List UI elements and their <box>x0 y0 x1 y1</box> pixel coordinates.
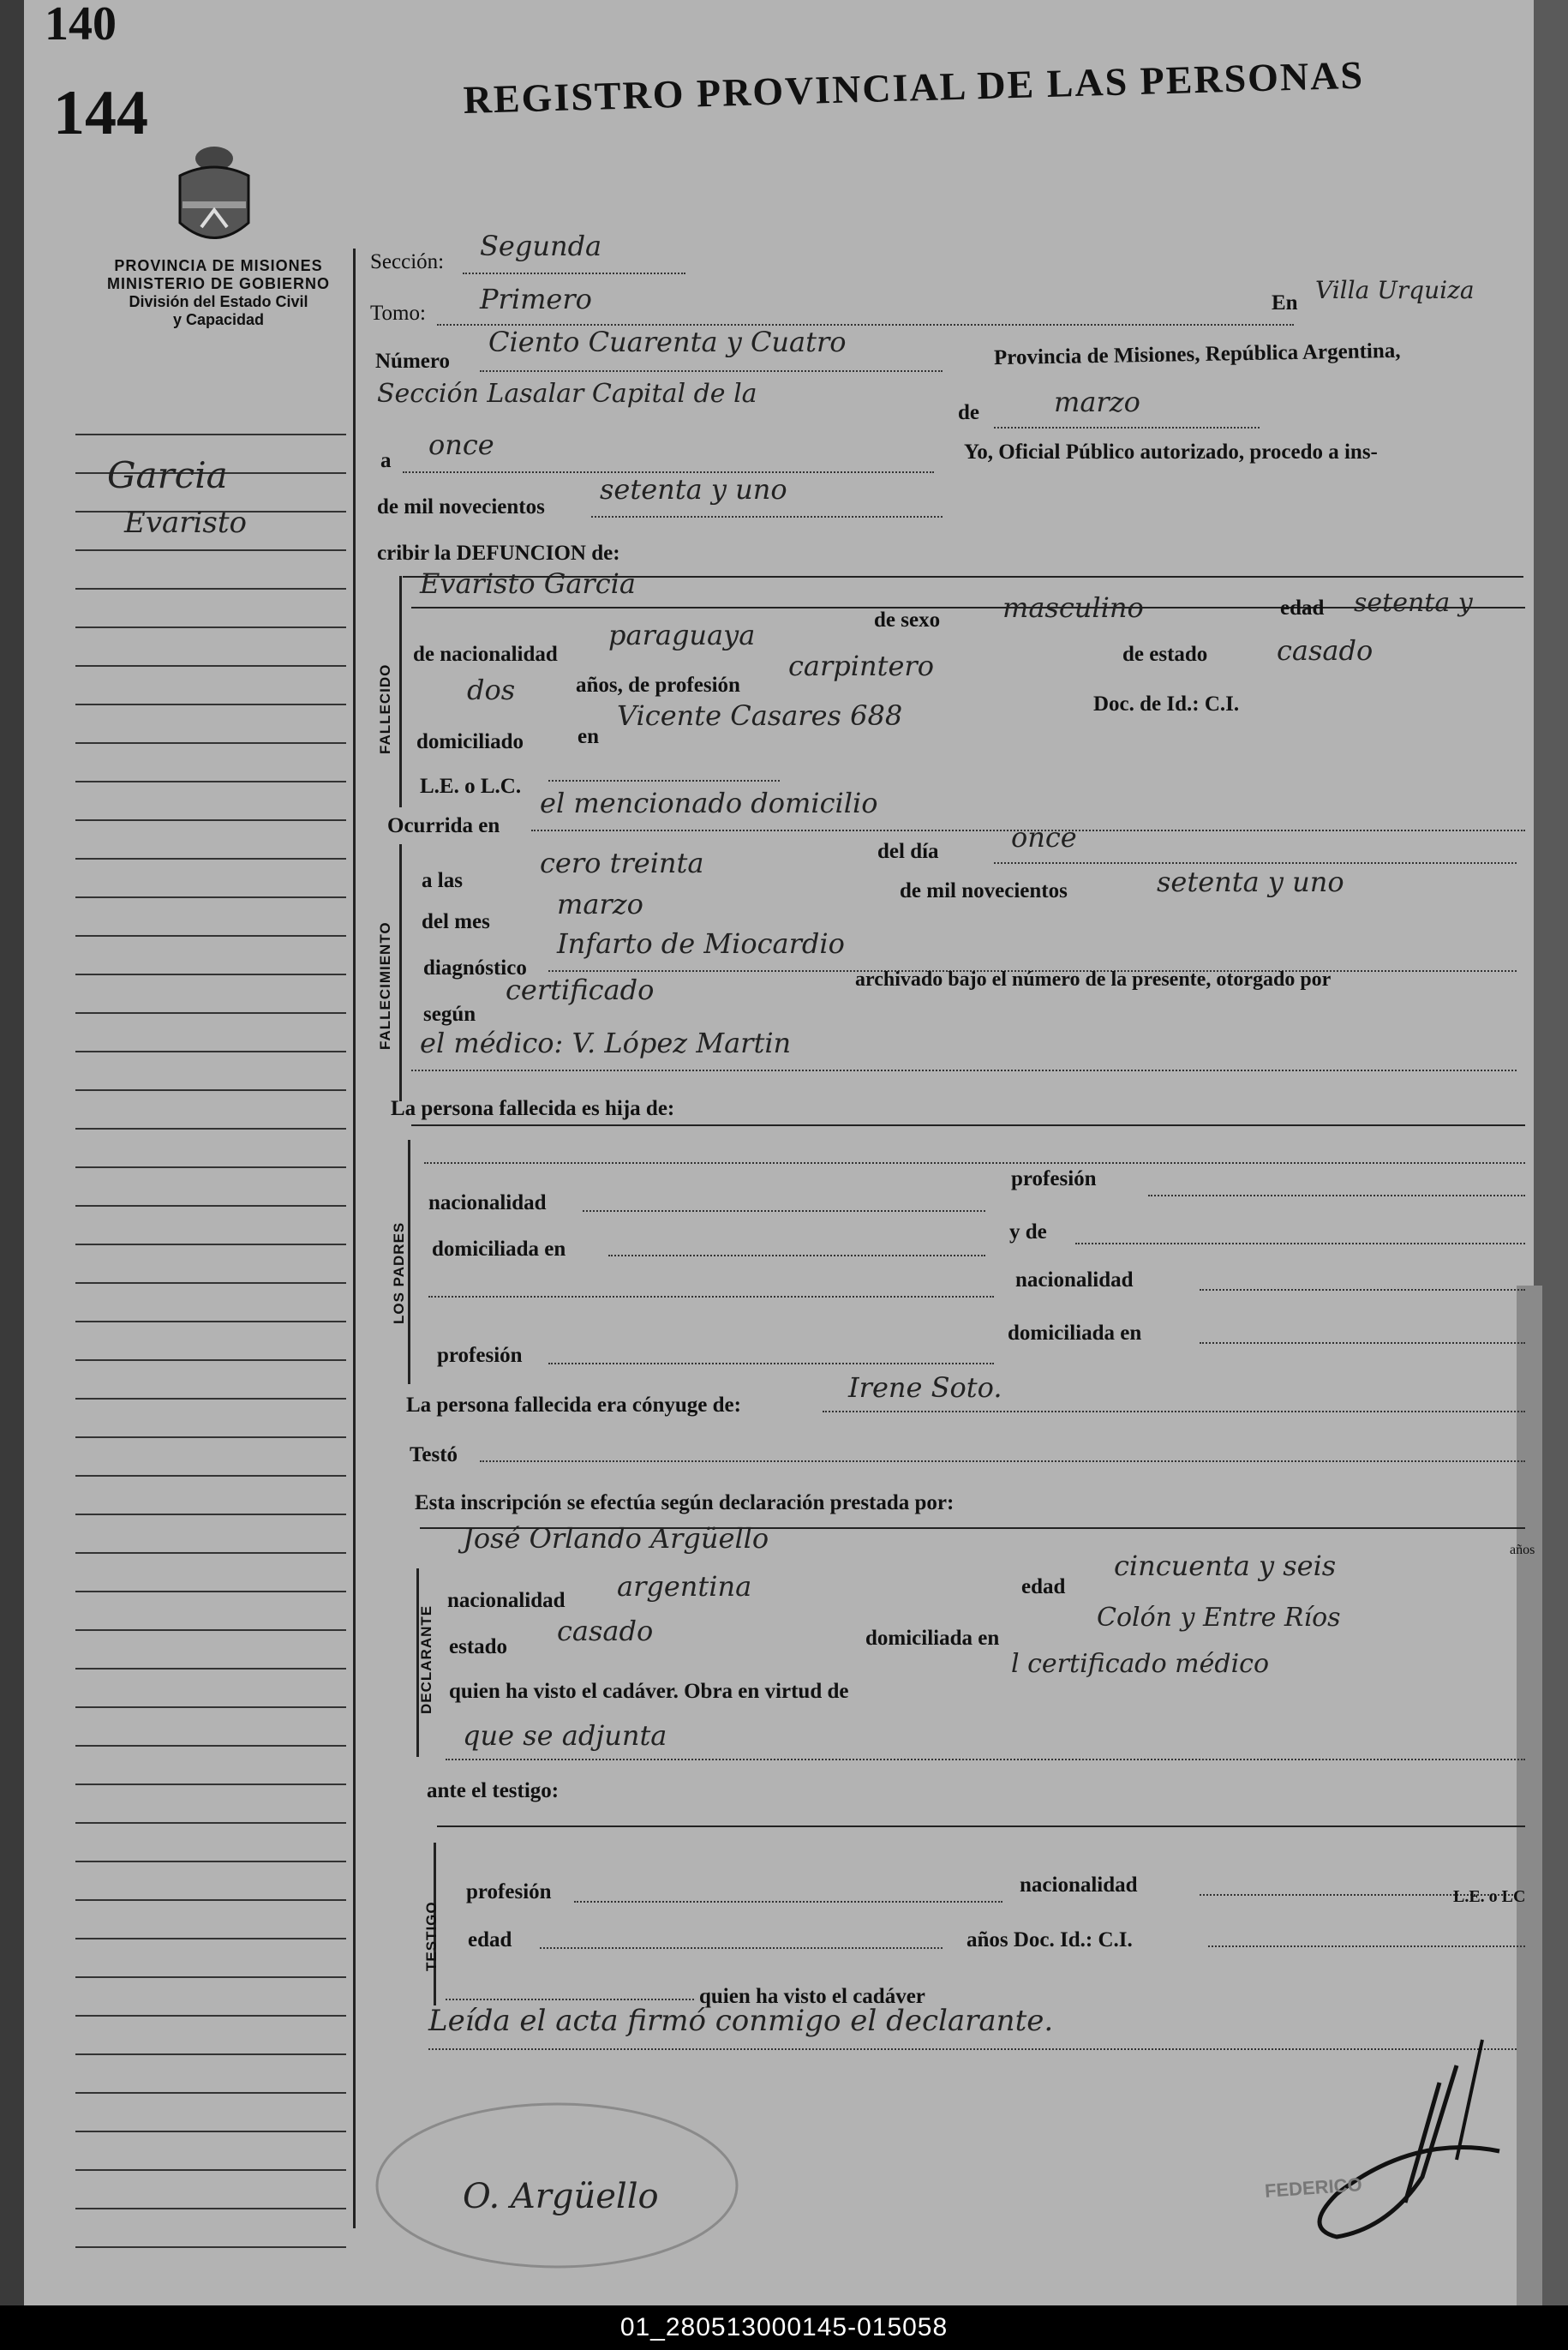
seccion-value: Segunda <box>480 230 602 262</box>
ledger-rule <box>75 1629 346 1631</box>
dia-label: del día <box>877 840 939 863</box>
official-signature-icon <box>1285 2031 1542 2263</box>
hija-label: La persona fallecida es hija de: <box>391 1097 675 1120</box>
declarante-anos-tag: años <box>1510 1543 1535 1557</box>
ledger-rule <box>75 2208 346 2209</box>
ledger-rule <box>75 2169 346 2171</box>
ledger-rule <box>75 1359 346 1361</box>
padres-side-label: LOS PADRES <box>391 1221 407 1324</box>
numero-value: Ciento Cuarenta y Cuatro <box>488 326 847 358</box>
seccion-line <box>463 273 685 274</box>
domiciliado-en-label: en <box>578 725 599 748</box>
page-title: REGISTRO PROVINCIAL DE LAS PERSONAS <box>463 52 1365 122</box>
padre-prof-label: profesión <box>1011 1167 1097 1190</box>
edad-value: setenta y <box>1354 588 1473 618</box>
madre-nac-label: nacionalidad <box>1015 1268 1134 1292</box>
a-label: a <box>380 449 392 472</box>
ledger-rule <box>75 1783 346 1785</box>
padres-bracket <box>408 1140 410 1384</box>
padre-nac-line <box>583 1210 985 1212</box>
declarante-estado-label: estado <box>449 1635 508 1658</box>
declarante-edad-label: edad <box>1021 1575 1066 1598</box>
padre-prof-line <box>1148 1195 1525 1196</box>
ledger-rule <box>75 549 346 551</box>
medico-value: el médico: V. López Martin <box>420 1027 792 1059</box>
conyuge-value: Irene Soto. <box>848 1371 1002 1404</box>
testigo-visto-label: quien ha visto el cadáver <box>699 1985 925 2008</box>
ledger-rule <box>75 2053 346 2055</box>
madre-prof-line <box>548 1363 994 1364</box>
testigo-doc-line <box>1208 1945 1525 1947</box>
fallecido-nac-label: de nacionalidad <box>413 643 558 666</box>
dia-value: once <box>1011 821 1077 854</box>
ledger-rule <box>75 1012 346 1014</box>
agency-block <box>81 257 356 329</box>
diagnostico-label: diagnóstico <box>423 956 527 980</box>
profesion-value: carpintero <box>788 650 934 682</box>
padre-extra-line <box>428 1296 994 1298</box>
testigo-prof-line <box>574 1901 1002 1903</box>
ledger-rule <box>75 704 346 705</box>
madre-domic-label: domiciliada en <box>1008 1322 1142 1345</box>
official-stamp: FEDERICO <box>1264 2173 1363 2202</box>
doc-id-label: Doc. de Id.: C.I. <box>1093 692 1240 716</box>
alas-label: a las <box>422 869 463 892</box>
defuncion-label: DEFUNCION <box>456 542 586 565</box>
testigo-doc-label: años Doc. Id.: C.I. <box>967 1928 1133 1951</box>
ledger-rule <box>75 819 346 821</box>
edad2-value: dos <box>467 674 516 706</box>
declarante-side-label: DECLARANTE <box>418 1604 434 1714</box>
ledger-rule <box>75 935 346 937</box>
medico-line <box>411 1070 1517 1071</box>
ledger-rule <box>75 1051 346 1052</box>
testigo-edad-label: edad <box>468 1928 512 1951</box>
ledger-rule <box>75 742 346 744</box>
madre-nombre-line <box>1075 1243 1525 1244</box>
ledger-rule <box>75 1706 346 1708</box>
ledger-rule <box>75 1861 346 1862</box>
sexo-label: de sexo <box>874 608 941 632</box>
old-folio-number: 140 <box>45 0 117 51</box>
coat-of-arms-icon <box>167 141 261 261</box>
padre-domic-line <box>608 1255 985 1256</box>
testigo-edad-line <box>540 1947 943 1949</box>
fallecimiento-mil-label: de mil novecientos <box>900 879 1068 902</box>
seccion2-value: Sección Lasalar Capital de la <box>377 379 757 409</box>
ledger-rule <box>75 1514 346 1515</box>
form-border-left <box>353 249 356 2228</box>
ledger-rule <box>75 626 346 628</box>
testigo-ante-label: ante el testigo: <box>427 1779 560 1802</box>
declarante-visto-label: quien ha visto el cadáver. Obra en virtud de <box>449 1680 849 1703</box>
madre-prof-label: profesión <box>437 1344 523 1367</box>
declarante-domic-label: domiciliada en <box>865 1627 1000 1650</box>
ocurrida-label: Ocurrida en <box>387 814 500 837</box>
ledger-rule <box>75 1899 346 1901</box>
de-label: de <box>958 401 979 424</box>
padre-nombre-line <box>424 1162 1525 1164</box>
segun-value: certificado <box>506 974 655 1006</box>
ledger-rule <box>75 434 346 435</box>
mil-value: setenta y uno <box>600 473 787 506</box>
margin-given-name: Evaristo <box>124 506 248 540</box>
ledger-rule <box>75 2092 346 2094</box>
madre-nac-line <box>1200 1289 1525 1291</box>
ledger-rule <box>75 2131 346 2132</box>
estado-value: casado <box>1277 634 1373 667</box>
testigo-side-label: TESTIGO <box>423 1901 440 1971</box>
de-mes-value: marzo <box>1054 386 1140 418</box>
testigo-le-label: L.E. o LC <box>1453 1887 1526 1906</box>
declarante-nombre: José Orlando Argüello <box>463 1522 769 1555</box>
ledger-rule <box>75 588 346 590</box>
ledger-rule <box>75 1321 346 1322</box>
inscripcion-text: Esta inscripción se efectúa según declaración prestada por: <box>415 1491 955 1514</box>
image-caption: 01_280513000145-015058 <box>0 2305 1568 2350</box>
de-colon-label: de: <box>591 542 620 565</box>
ledger-rule <box>75 2015 346 2017</box>
numero-line <box>480 370 943 372</box>
domiciliado-label: domiciliado <box>416 730 524 753</box>
dia-line <box>994 862 1517 864</box>
fallecimiento-side-label: FALLECIMIENTO <box>377 921 393 1050</box>
sexo-value: masculino <box>1002 591 1144 624</box>
domiciliado-value: Vicente Casares 688 <box>617 699 903 732</box>
ledger-rule <box>75 1128 346 1130</box>
le-lc-line <box>548 780 780 782</box>
madre-domic-line <box>1200 1342 1525 1344</box>
mes-label: del mes <box>422 910 490 933</box>
anos-profesion-label: años, de profesión <box>576 674 740 697</box>
le-lc-label: L.E. o L.C. <box>420 775 522 798</box>
ledger-rule <box>75 781 346 782</box>
en-value: Villa Urquiza <box>1315 276 1475 304</box>
ledger-rule <box>75 1938 346 1939</box>
round-seal-icon <box>360 2091 754 2280</box>
tomo-value: Primero <box>480 283 592 315</box>
ledger-rule <box>75 1205 346 1207</box>
ledger-rule <box>75 1745 346 1747</box>
conyuge-line <box>823 1411 1525 1412</box>
declarante-estado-value: casado <box>557 1615 654 1647</box>
cribir-label: cribir la <box>377 542 452 565</box>
ledger-rule <box>75 1976 346 1978</box>
ledger-rule <box>75 665 346 667</box>
diagnostico-value: Infarto de Miocardio <box>557 927 845 960</box>
declarante-visto-value: l certificado médico <box>1011 1649 1270 1679</box>
declarante-edad-value: cincuenta y seis <box>1114 1550 1337 1582</box>
declarante-domic-value: Colón y Entre Ríos <box>1097 1603 1341 1633</box>
mil-label: de mil novecientos <box>377 495 545 519</box>
fallecido-side-label: FALLECIDO <box>377 663 393 754</box>
fallecimiento-bracket <box>399 844 402 1101</box>
folio-number: 144 <box>53 78 148 148</box>
ledger-rule <box>75 974 346 975</box>
de-line <box>994 427 1260 429</box>
fallecimiento-mil-value: setenta y uno <box>1157 866 1344 898</box>
edad-label: edad <box>1280 596 1325 620</box>
margin-surname: Garcia <box>107 454 228 496</box>
testigo-nombre-line <box>446 1999 694 2000</box>
fallecido-nac-value: paraguaya <box>608 619 756 651</box>
segun-label: según <box>423 1003 476 1026</box>
fallecido-nombre: Evaristo Garcia <box>420 567 636 600</box>
mil-line <box>591 516 943 518</box>
a-value: once <box>428 429 494 461</box>
yo-text: Yo, Oficial Público autorizado, procedo a ins- <box>964 441 1378 464</box>
cribir-text <box>377 542 620 566</box>
ledger-rule <box>75 1436 346 1438</box>
seccion-label: Sección: <box>370 250 445 273</box>
ledger-rule <box>75 1591 346 1592</box>
agency-line-1: PROVINCIA DE MISIONES <box>114 257 323 274</box>
declarante-nac-label: nacionalidad <box>447 1589 566 1612</box>
ledger-rule <box>75 896 346 898</box>
tomo-label: Tomo: <box>370 302 426 325</box>
testigo-prof-label: profesión <box>466 1880 552 1903</box>
ledger-rule <box>75 2246 346 2248</box>
en-label: En <box>1272 291 1298 315</box>
agency-line-4: y Capacidad <box>172 311 265 328</box>
agency-line-3: División del Estado Civil <box>129 293 308 310</box>
declarante-line <box>446 1759 1525 1760</box>
ledger-rule <box>75 1166 346 1168</box>
testigo-nac-label: nacionalidad <box>1020 1873 1138 1897</box>
ledger-rule <box>75 858 346 860</box>
padre-nac-label: nacionalidad <box>428 1191 547 1214</box>
declarante-visto2-value: que se adjunta <box>463 1719 667 1752</box>
ledger-rule <box>75 1244 346 1245</box>
testigo-top-rule <box>437 1825 1525 1827</box>
ledger-rule <box>75 1668 346 1670</box>
ledger-rule <box>75 1552 346 1554</box>
yde-label: y de <box>1009 1220 1047 1244</box>
estado-label: de estado <box>1122 643 1208 666</box>
padre-domic-label: domiciliada en <box>432 1238 566 1261</box>
fallecido-bracket <box>399 576 402 807</box>
ledger-rule <box>75 1475 346 1477</box>
testo-label: Testó <box>410 1443 458 1466</box>
declarante-firma: O. Argüello <box>463 2177 659 2216</box>
leida-text: Leída el acta firmó conmigo el declarante. <box>428 2004 1054 2038</box>
archivado-text: archivado bajo el número de la presente, otorgado por <box>855 968 1332 991</box>
ledger-rule <box>75 1089 346 1091</box>
ledger-rule <box>75 1398 346 1400</box>
provincia-text: Provincia de Misiones, República Argentina, <box>993 339 1401 370</box>
ledger-rule <box>75 1822 346 1824</box>
agency-line-2: MINISTERIO DE GOBIERNO <box>106 275 331 292</box>
declarante-nac-value: argentina <box>617 1570 752 1603</box>
numero-label: Número <box>375 350 451 373</box>
conyuge-label: La persona fallecida era cónyuge de: <box>406 1394 741 1417</box>
mes-value: marzo <box>557 888 643 920</box>
ledger-rule <box>75 1282 346 1284</box>
testo-line <box>480 1460 1525 1462</box>
padres-top-rule <box>411 1124 1525 1126</box>
alas-value: cero treinta <box>540 847 704 879</box>
ocurrida-value: el mencionado domicilio <box>540 787 878 819</box>
